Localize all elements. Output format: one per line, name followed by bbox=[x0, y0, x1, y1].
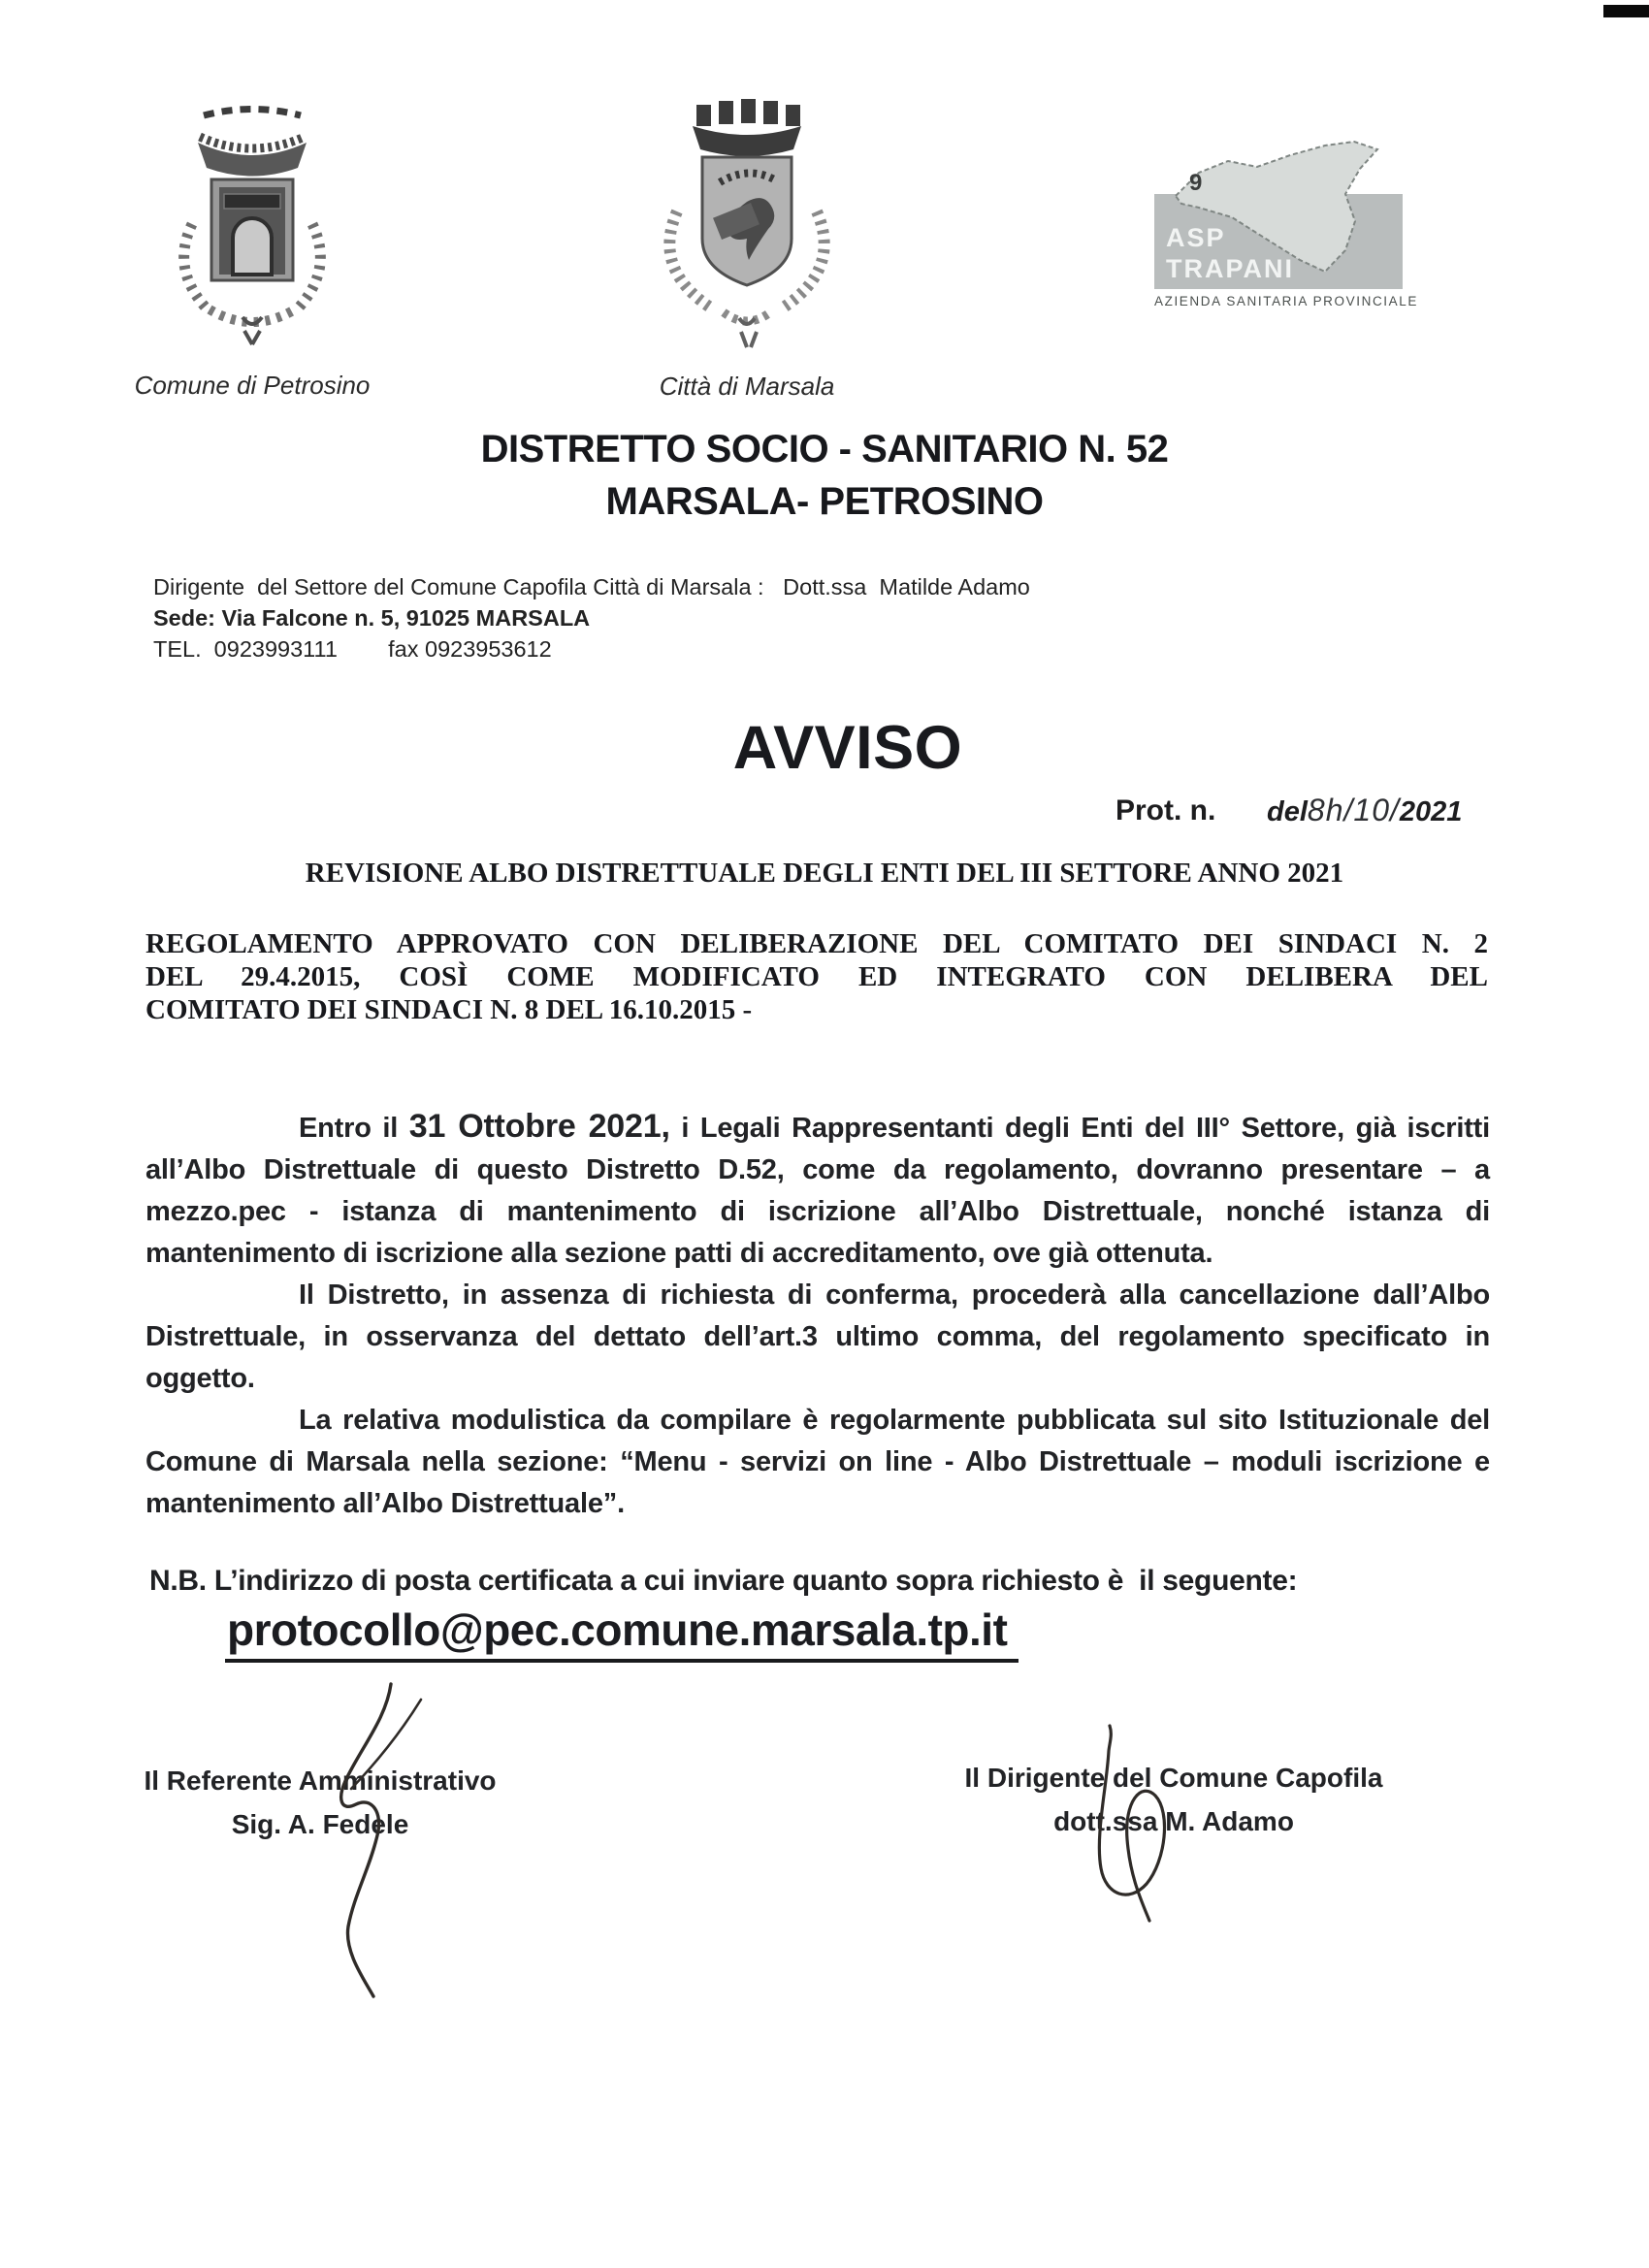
signature-block-right bbox=[941, 1756, 1406, 1843]
sede-value: Via Falcone n. 5, 91025 MARSALA bbox=[221, 605, 591, 631]
district-title-line2: MARSALA- PETROSINO bbox=[605, 480, 1044, 523]
svg-text:9: 9 bbox=[1189, 170, 1203, 196]
asp-trapani-logo bbox=[1154, 134, 1418, 308]
nb-line: N.B. L’indirizzo di posta certificata a cui inviare quanto sopra richiesto è il seguente: bbox=[149, 1565, 1298, 1597]
sede-line bbox=[153, 602, 1030, 633]
district-title-line1: DISTRETTO SOCIO - SANITARIO N. 52 bbox=[480, 428, 1169, 470]
pec-email-line bbox=[225, 1604, 1018, 1663]
prot-label: Prot. n. bbox=[1116, 794, 1216, 826]
p1-rest: i Legali Rappresentanti degli Enti del III° Settore, già iscritti all’Albo Distrettuale di questo Distretto D.52, come da regolamento, dovranno presentare – a mezzo.pec - istanza di mantenimento di iscrizione all’Albo Distrettuale, nonché istanza di mantenimento di iscrizione alla sezione patti di accreditamento, ove già ottenuta. bbox=[146, 1113, 1490, 1269]
right-signer-role: Il Dirigente del Comune Capofila bbox=[964, 1763, 1383, 1793]
marsala-crest-icon bbox=[630, 93, 863, 361]
subject-line: COMITATO DEI SINDACI N. 8 DEL 16.10.2015 - bbox=[146, 994, 753, 1025]
avviso-title: AVVISO bbox=[732, 714, 963, 782]
p1-lead: Entro il bbox=[299, 1113, 409, 1144]
signature-block-left bbox=[124, 1759, 516, 1846]
scan-artifact-mark bbox=[1603, 5, 1649, 17]
prot-value bbox=[1267, 793, 1462, 828]
district-title bbox=[0, 428, 1649, 524]
marsala-logo bbox=[601, 93, 892, 402]
p1-deadline-date: 31 Ottobre 2021, bbox=[408, 1108, 670, 1145]
prot-year: 2021 bbox=[1399, 796, 1463, 827]
tel-fax-line: TEL. 0923993111 fax 0923953612 bbox=[153, 636, 552, 662]
asp-caption: AZIENDA SANITARIA PROVINCIALE bbox=[1154, 294, 1418, 308]
dirigente-line: Dirigente del Settore del Comune Capofila Città di Marsala : Dott.ssa Matilde Adamo bbox=[153, 574, 1030, 599]
asp-logo-graphic bbox=[1154, 134, 1403, 289]
pec-email-address: protocollo@pec.comune.marsala.tp.it bbox=[225, 1604, 1018, 1663]
body-paragraph-3: La relativa modulistica da compilare è regolarmente pubblicata sul sito Istituzionale del Comune di Marsala nella sezione: “Menu - servizi on line - Albo Distrettuale – moduli iscrizione e mantenimento all’Albo Distrettuale”. bbox=[146, 1405, 1490, 1519]
subject-heading: REVISIONE ALBO DISTRETTUALE DEGLI ENTI DEL III SETTORE ANNO 2021 bbox=[305, 858, 1344, 889]
svg-text:TRAPANI: TRAPANI bbox=[1166, 254, 1294, 283]
prot-handwritten-number: 8h/10/ bbox=[1307, 793, 1400, 827]
subject-line: REGOLAMENTO APPROVATO CON DELIBERAZIONE DEL COMITATO DEI SINDACI N. 2 bbox=[146, 928, 1488, 959]
petrosino-logo bbox=[107, 100, 398, 401]
sicily-map-icon bbox=[1154, 134, 1403, 289]
right-signer-name: dott.ssa M. Adamo bbox=[1053, 1806, 1294, 1836]
notice-body bbox=[146, 1106, 1490, 1525]
body-paragraph-1 bbox=[146, 1106, 1490, 1275]
marsala-caption: Città di Marsala bbox=[659, 372, 835, 401]
left-signer-name: Sig. A. Fedele bbox=[231, 1809, 409, 1839]
body-paragraph-2: Il Distretto, in assenza di richiesta di conferma, procederà alla cancellazione dall’Albo Distrettuale, in osservanza del dettato dell’art.3 ultimo comma, del regolamento specificato in oggetto. bbox=[146, 1280, 1490, 1394]
prot-del: del bbox=[1267, 796, 1308, 827]
left-signer-role: Il Referente Amministrativo bbox=[144, 1766, 497, 1796]
svg-text:ASP: ASP bbox=[1166, 223, 1226, 252]
sede-label: Sede: bbox=[153, 605, 222, 631]
contact-info bbox=[153, 571, 1030, 664]
subject-paragraph bbox=[146, 927, 1488, 1026]
subject-line: DEL 29.4.2015, COSÌ COME MODIFICATO ED INTEGRATO CON DELIBERA DEL bbox=[146, 961, 1488, 992]
petrosino-caption: Comune di Petrosino bbox=[134, 371, 371, 400]
petrosino-crest-icon bbox=[136, 100, 369, 360]
